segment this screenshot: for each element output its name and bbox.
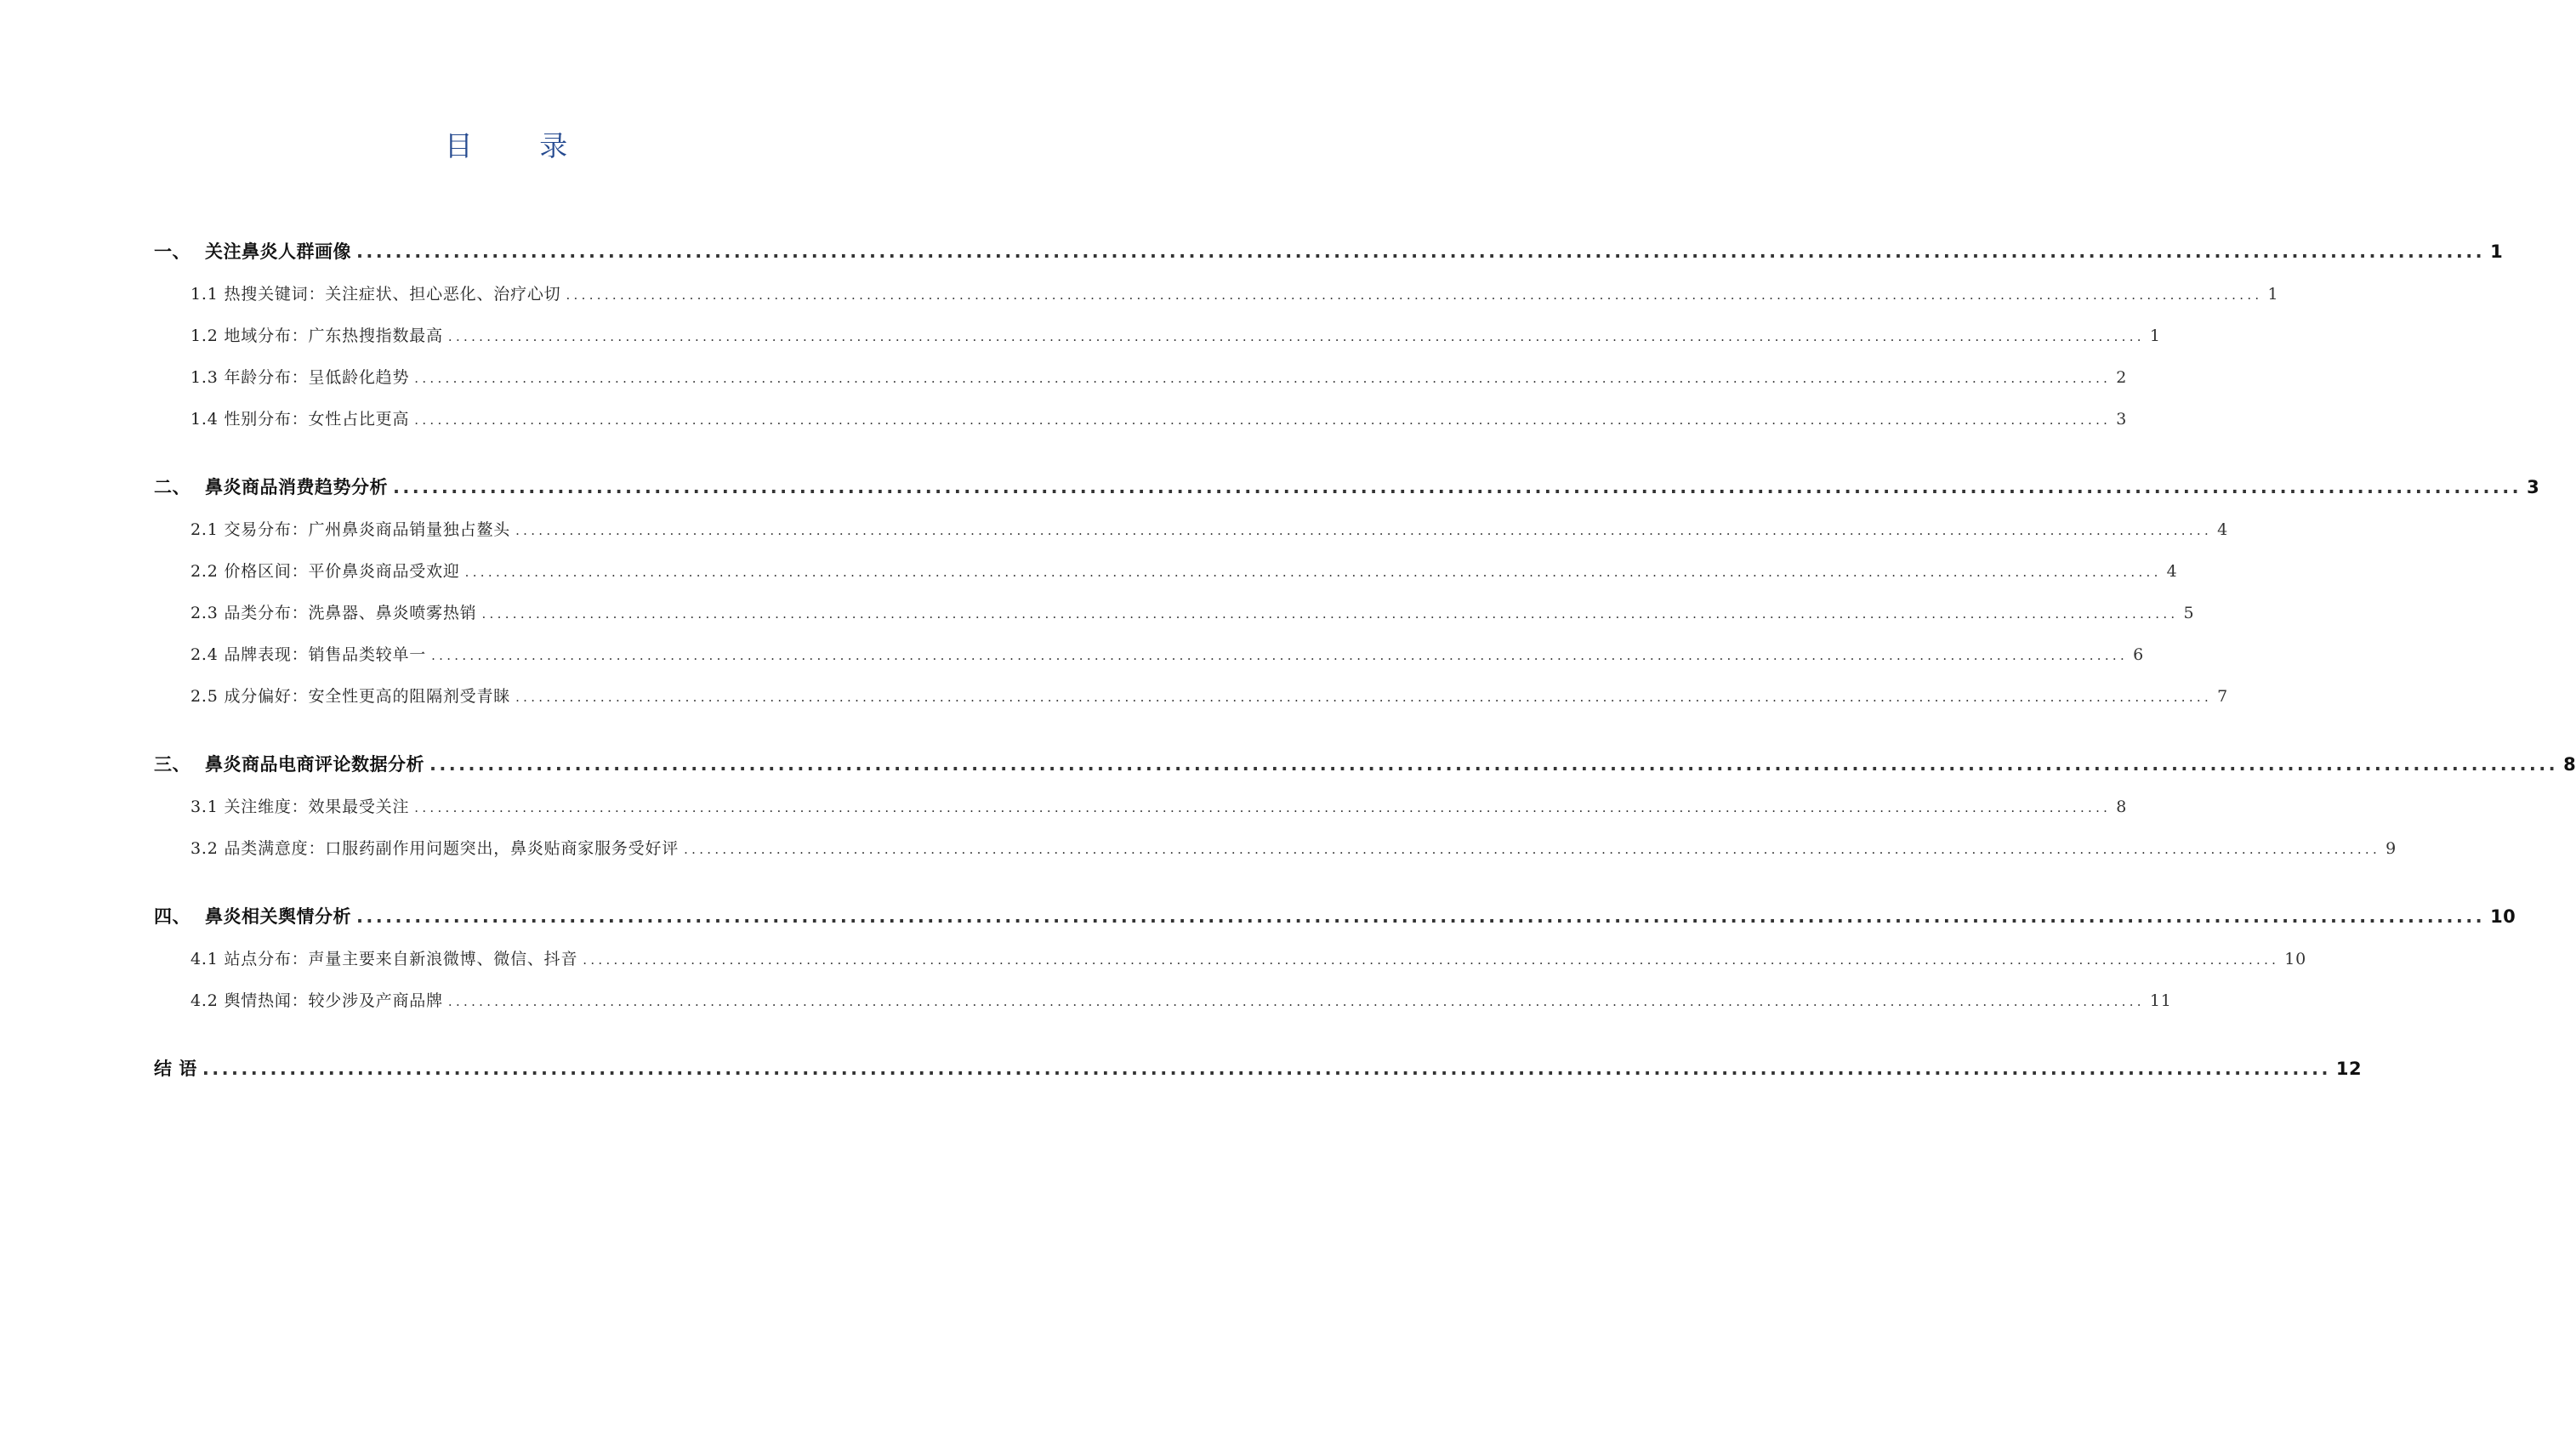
- toc-section-entry[interactable]: [190, 836, 2397, 859]
- toc-entry-number: 4.2: [190, 991, 219, 1010]
- toc-entry-label: [190, 794, 409, 817]
- toc-section-entry[interactable]: [190, 517, 2228, 540]
- toc-section-entry[interactable]: [190, 323, 2161, 346]
- toc-page-number: 10: [2284, 950, 2307, 968]
- dot-leader: ............................................................................................................................................................................................................................: [447, 329, 2145, 344]
- toc-page-number: 11: [2149, 991, 2172, 1010]
- toc-chapter-entry[interactable]: [154, 751, 2576, 776]
- toc-entry-label: [190, 281, 560, 304]
- dot-leader: ............................................................................................................................................................................................................................: [515, 523, 2213, 538]
- toc-page-number: 4: [2166, 562, 2178, 581]
- toc-entry-text: 结 语: [154, 1059, 197, 1079]
- dot-leader: ............................................................................................................................................................................................................................: [356, 906, 2486, 927]
- toc-entry-label: [190, 988, 443, 1011]
- toc-entry-text: 品类满意度：口服药副作用问题突出，鼻炎贴商家服务受好评: [224, 839, 680, 858]
- toc-section-entry[interactable]: [190, 794, 2128, 817]
- toc-entry-number: 2.2: [190, 562, 219, 581]
- toc-entry-number: 四、: [154, 906, 190, 927]
- toc-page-number: 2: [2116, 368, 2128, 387]
- toc-chapter-entry[interactable]: [154, 474, 2540, 499]
- toc-entry-number: 三、: [154, 754, 190, 775]
- toc-entry-text: 鼻炎商品电商评论数据分析: [205, 754, 424, 775]
- toc-entry-number: 1.2: [190, 327, 219, 345]
- toc-page-number: 7: [2217, 687, 2228, 706]
- toc-entry-text: 品牌表现：销售品类较单一: [224, 645, 427, 664]
- toc-page-number: 6: [2133, 645, 2144, 664]
- toc-entry-label: [190, 559, 460, 582]
- toc-entry-label: [190, 836, 679, 859]
- dot-leader: ............................................................................................................................................................................................................................: [684, 842, 2381, 857]
- toc-section-entry[interactable]: [190, 988, 2172, 1011]
- toc-entry-label: [190, 365, 409, 388]
- toc-page-number: 12: [2335, 1059, 2363, 1079]
- toc-entry-number: 一、: [154, 241, 190, 262]
- toc-page-number: 8: [2116, 798, 2128, 816]
- toc-page-number: 1: [2490, 241, 2504, 262]
- toc-entry-number: 2.5: [190, 687, 219, 706]
- toc-entry-number: 2.1: [190, 520, 219, 539]
- dot-leader: ............................................................................................................................................................................................................................: [431, 648, 2129, 663]
- toc-entry-label: [190, 946, 577, 969]
- dot-leader: ............................................................................................................................................................................................................................: [481, 606, 2179, 622]
- toc-section-entry[interactable]: [190, 281, 2279, 304]
- toc-entry-text: 价格区间：平价鼻炎商品受欢迎: [224, 562, 460, 581]
- toc-entry-text: 品类分布：洗鼻器、鼻炎喷雾热销: [224, 604, 477, 622]
- toc-section-entry[interactable]: [190, 684, 2228, 707]
- toc-entry-label: [154, 238, 351, 264]
- toc-entry-text: 年龄分布：呈低龄化趋势: [224, 368, 410, 387]
- toc-page-number: 5: [2183, 604, 2195, 622]
- toc-entry-text: 关注鼻炎人群画像: [205, 241, 351, 262]
- page-title: 目 录: [444, 129, 597, 162]
- toc-entry-number: 3.1: [190, 798, 219, 816]
- dot-leader: ............................................................................................................................................................................................................................: [202, 1059, 2331, 1079]
- toc-entry-text: 舆情热闻：较少涉及产商品牌: [224, 991, 443, 1010]
- toc-entry-number: 1.3: [190, 368, 219, 387]
- toc-entry-number: 4.1: [190, 950, 219, 968]
- toc-chapter-entry[interactable]: [154, 903, 2516, 928]
- toc-entry-text: 交易分布：广州鼻炎商品销量独占鳌头: [224, 520, 511, 539]
- dot-leader: ............................................................................................................................................................................................................................: [414, 800, 2112, 815]
- toc-page-number: 8: [2563, 754, 2576, 775]
- dot-leader: ............................................................................................................................................................................................................................: [515, 690, 2213, 705]
- toc-section-entry[interactable]: [190, 406, 2128, 429]
- toc-entry-label: [154, 751, 424, 776]
- toc-page-number: 3: [2116, 410, 2128, 429]
- dot-leader: ............................................................................................................................................................................................................................: [447, 994, 2145, 1009]
- toc-section-entry[interactable]: [190, 946, 2307, 969]
- toc-page-number: 4: [2217, 520, 2228, 539]
- toc-entry-label: [154, 1055, 197, 1081]
- toc-section-entry[interactable]: [190, 642, 2144, 665]
- toc-entry-number: 1.1: [190, 285, 219, 304]
- toc-entry-text: 站点分布：声量主要来自新浪微博、微信、抖音: [224, 950, 578, 968]
- toc-entry-label: [190, 406, 409, 429]
- toc-page-number: 1: [2267, 285, 2279, 304]
- toc-entry-label: [154, 903, 351, 928]
- toc-page-number: 3: [2527, 477, 2540, 497]
- toc-section-entry[interactable]: [190, 559, 2178, 582]
- toc-entry-label: [190, 642, 426, 665]
- toc-entry-number: 二、: [154, 477, 190, 497]
- toc-entry-label: [190, 323, 443, 346]
- toc-page-number: 1: [2149, 327, 2161, 345]
- toc-entry-text: 成分偏好：安全性更高的阻隔剂受青睐: [224, 687, 511, 706]
- toc-entry-text: 地域分布：广东热搜指数最高: [224, 327, 443, 345]
- dot-leader: ............................................................................................................................................................................................................................: [583, 952, 2280, 968]
- toc-section-entry[interactable]: [190, 365, 2128, 388]
- toc-entry-text: 鼻炎商品消费趋势分析: [205, 477, 388, 497]
- toc-entry-text: 热搜关键词：关注症状、担心恶化、治疗心切: [224, 285, 561, 304]
- dot-leader: ............................................................................................................................................................................................................................: [393, 477, 2522, 497]
- toc-page-number: 10: [2490, 906, 2516, 927]
- toc-entry-number: 2.4: [190, 645, 219, 664]
- dot-leader: ............................................................................................................................................................................................................................: [356, 241, 2486, 262]
- dot-leader: ............................................................................................................................................................................................................................: [414, 371, 2112, 386]
- dot-leader: ............................................................................................................................................................................................................................: [566, 287, 2263, 303]
- toc-entry-text: 鼻炎相关舆情分析: [205, 906, 351, 927]
- toc-entry-label: [190, 684, 510, 707]
- toc-entry-label: [154, 474, 388, 499]
- toc-section-entry[interactable]: [190, 600, 2195, 623]
- toc-chapter-entry[interactable]: [154, 238, 2504, 264]
- toc-entry-number: 3.2: [190, 839, 219, 858]
- toc-page-number: 9: [2386, 839, 2397, 858]
- toc-entry-text: 关注维度：效果最受关注: [224, 798, 410, 816]
- toc-entry-text: 性别分布：女性占比更高: [224, 410, 410, 429]
- toc-entry-label: [190, 517, 510, 540]
- toc-chapter-entry[interactable]: [154, 1055, 2363, 1081]
- toc-entry-label: [190, 600, 476, 623]
- dot-leader: ............................................................................................................................................................................................................................: [429, 754, 2559, 775]
- dot-leader: ............................................................................................................................................................................................................................: [464, 565, 2162, 580]
- dot-leader: ............................................................................................................................................................................................................................: [414, 412, 2112, 428]
- toc-entry-number: 2.3: [190, 604, 219, 622]
- toc-entry-number: 1.4: [190, 410, 219, 429]
